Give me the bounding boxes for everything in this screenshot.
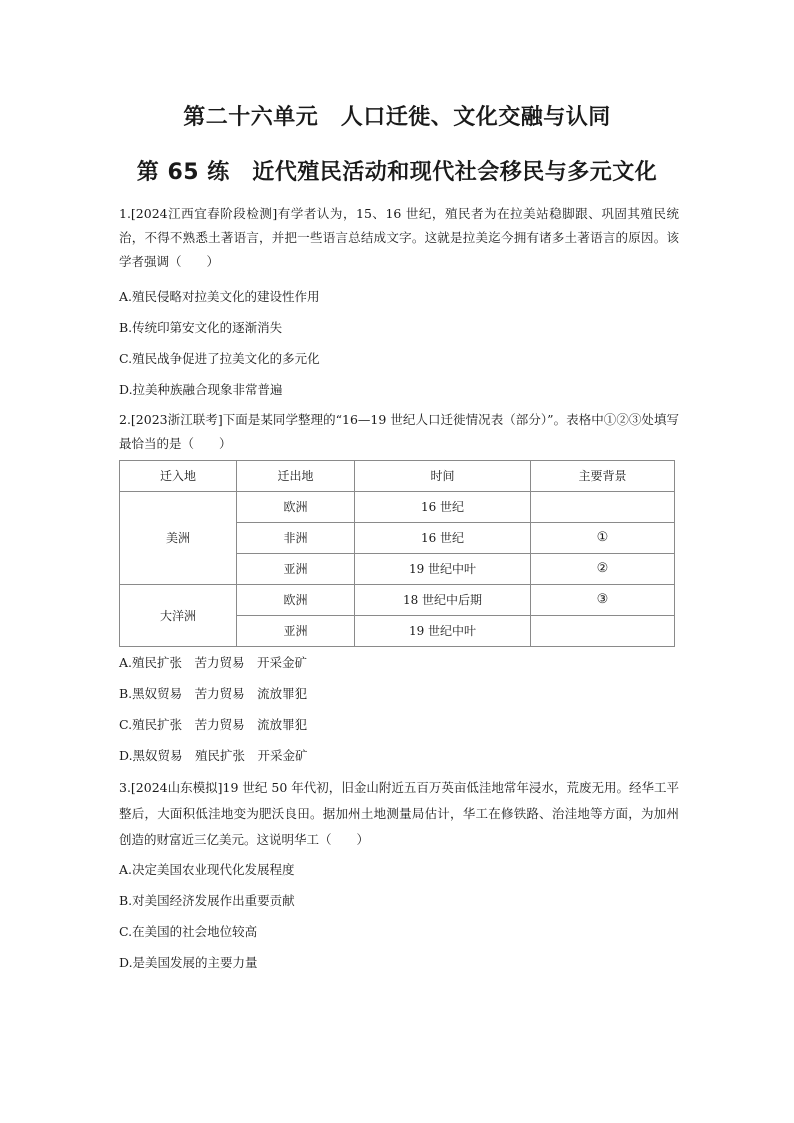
background-cell: ① bbox=[531, 523, 675, 554]
lesson-title: 第 65 练 近代殖民活动和现代社会移民与多元文化 bbox=[136, 160, 658, 185]
background-cell: ② bbox=[531, 554, 675, 585]
question-3-option-d[interactable]: D.是美国发展的主要力量 bbox=[119, 955, 258, 970]
time-cell: 18 世纪中后期 bbox=[355, 585, 531, 616]
origin-cell: 欧洲 bbox=[237, 585, 355, 616]
table-header-cell: 迁入地 bbox=[120, 461, 237, 492]
question-2-option-d[interactable]: D.黑奴贸易 殖民扩张 开采金矿 bbox=[119, 748, 308, 763]
question-1-option-a[interactable]: A.殖民侵略对拉美文化的建设性作用 bbox=[119, 289, 320, 304]
question-1-stem: 1.[2024江西宜春阶段检测]有学者认为，15、16 世纪，殖民者为在拉美站稳脚跟、巩固其殖民统治，不得不熟悉土著语言，并把一些语言总结成文字。这就是拉美迄今拥有诸多土著语言的原因。该学者强调（ ） bbox=[119, 206, 679, 269]
question-3-option-c[interactable]: C.在美国的社会地位较高 bbox=[119, 924, 258, 939]
time-cell: 16 世纪 bbox=[355, 523, 531, 554]
table-row bbox=[120, 585, 675, 616]
unit-title: 第二十六单元 人口迁徙、文化交融与认同 bbox=[183, 105, 611, 130]
destination-cell: 美洲 bbox=[120, 492, 237, 585]
question-2-stem: 2.[2023浙江联考]下面是某同学整理的“16—19 世纪人口迁徙情况表（部分）”。表格中①②③处填写最恰当的是（ ） bbox=[119, 412, 679, 451]
origin-cell: 欧洲 bbox=[237, 492, 355, 523]
table-header-cell: 迁出地 bbox=[237, 461, 355, 492]
question-1-option-b[interactable]: B.传统印第安文化的逐渐消失 bbox=[119, 320, 283, 335]
origin-cell: 亚洲 bbox=[237, 616, 355, 647]
migration-table bbox=[119, 460, 675, 647]
question-1 bbox=[119, 202, 679, 405]
table-header-cell: 主要背景 bbox=[531, 461, 675, 492]
question-3-option-a[interactable]: A.决定美国农业现代化发展程度 bbox=[119, 862, 295, 877]
table-row bbox=[120, 492, 675, 523]
question-3-option-b[interactable]: B.对美国经济发展作出重要贡献 bbox=[119, 893, 295, 908]
question-3-stem: 3.[2024山东模拟]19 世纪 50 年代初，旧金山附近五百万英亩低洼地常年浸水，荒废无用。经华工平整后，大面积低洼地变为肥沃良田。据加州土地测量局估计，华工在修铁路、治洼地等方面，为加州创造的财富近三亿美元。这说明华工（ ） bbox=[119, 780, 679, 847]
question-2-option-b[interactable]: B.黑奴贸易 苦力贸易 流放罪犯 bbox=[119, 686, 308, 701]
question-list bbox=[119, 202, 679, 978]
table-header-row bbox=[120, 461, 675, 492]
background-cell bbox=[531, 492, 675, 523]
table-header-cell: 时间 bbox=[355, 461, 531, 492]
question-3 bbox=[119, 775, 679, 978]
question-2-option-a[interactable]: A.殖民扩张 苦力贸易 开采金矿 bbox=[119, 655, 308, 670]
question-2 bbox=[119, 408, 679, 771]
background-cell: ③ bbox=[531, 585, 675, 616]
origin-cell: 亚洲 bbox=[237, 554, 355, 585]
question-1-option-c[interactable]: C.殖民战争促进了拉美文化的多元化 bbox=[119, 351, 320, 366]
background-cell bbox=[531, 616, 675, 647]
destination-cell: 大洋洲 bbox=[120, 585, 237, 647]
origin-cell: 非洲 bbox=[237, 523, 355, 554]
time-cell: 19 世纪中叶 bbox=[355, 616, 531, 647]
time-cell: 16 世纪 bbox=[355, 492, 531, 523]
time-cell: 19 世纪中叶 bbox=[355, 554, 531, 585]
question-2-option-c[interactable]: C.殖民扩张 苦力贸易 流放罪犯 bbox=[119, 717, 308, 732]
question-1-option-d[interactable]: D.拉美种族融合现象非常普遍 bbox=[119, 382, 283, 397]
